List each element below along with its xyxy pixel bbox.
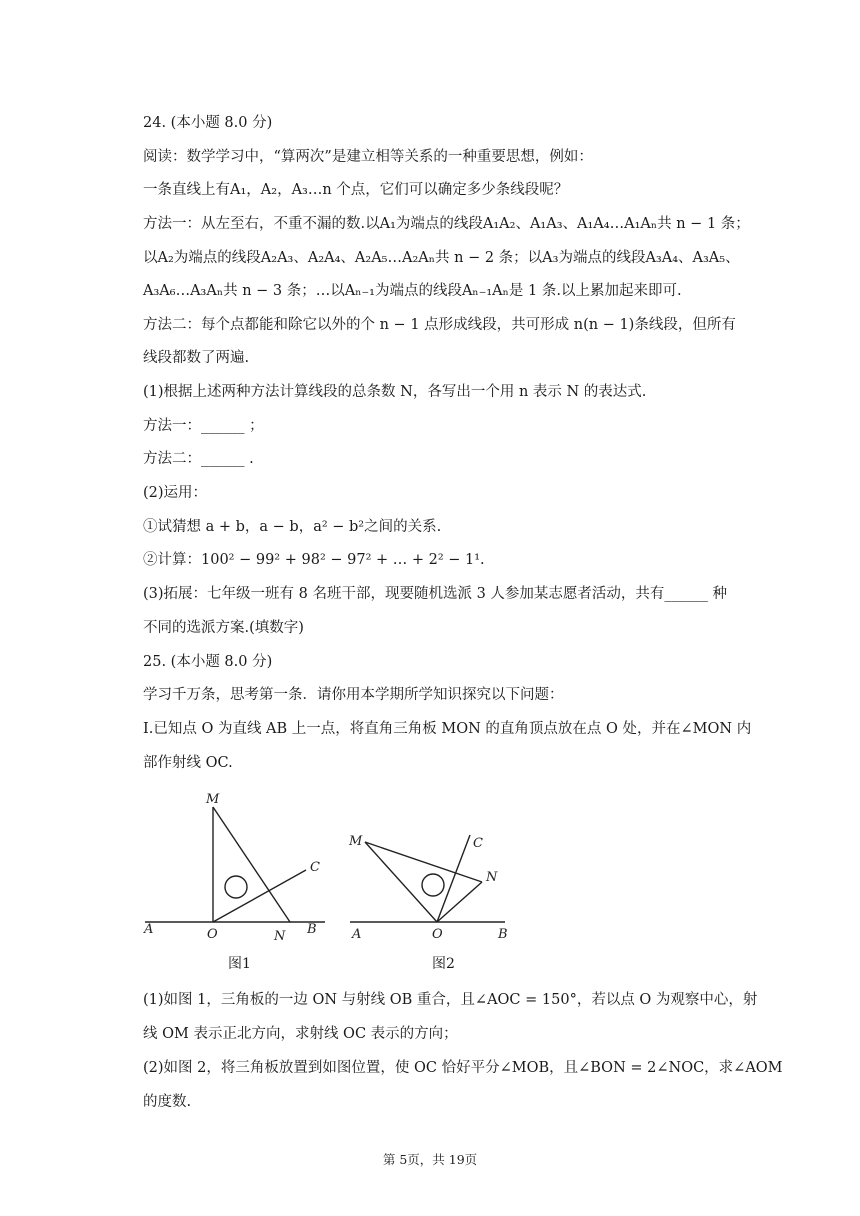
q24-line-4: 以A₂为端点的线段A₂A₃、A₂A₄、A₂A₅…A₂Aₙ共 n − 2 条；以A₃为端点的线段A₃A₄、A₃A₅、	[143, 250, 740, 266]
q24-line-5: A₃A₆…A₃Aₙ共 n − 3 条；…以Aₙ₋₁为端点的线段Aₙ₋₁Aₙ是 1 条.以上累加起来即可.	[143, 283, 682, 299]
q24-line-2: 一条直线上有A₁，A₂，A₃…n 个点，它们可以确定多少条线段呢？	[143, 182, 569, 198]
fig2-label-m: M	[349, 834, 363, 849]
q25-line-1: 学习千万条，思考第一条．请你用本学期所学知识探究以下问题：	[143, 687, 564, 703]
fig2-label-b: B	[498, 927, 508, 942]
q24-line-8: (1)根据上述两种方法计算线段的总条数 N，各写出一个用 n 表示 N 的表达式.	[143, 384, 647, 400]
q24-part2: (2)运用：	[143, 485, 208, 501]
figure-1	[140, 785, 330, 950]
q24-line-1: 阅读：数学学习中，“算两次”是建立相等关系的一种重要思想，例如：	[143, 149, 593, 165]
q25-line-3: 部作射线 OC.	[143, 755, 233, 771]
q25-part1: (1)如图 1，三角板的一边 ON 与射线 OB 重合，且∠AOC = 150°，若以点 O 为观察中心，射	[143, 992, 758, 1008]
q24-part2-1: ①试猜想 a + b，a − b，a² − b²之间的关系.	[143, 519, 442, 535]
fig1-label-n: N	[274, 929, 286, 944]
fig2-triangle-hole	[422, 874, 444, 896]
figure-1-caption: 图1	[228, 956, 251, 972]
fig2-label-a: A	[352, 927, 362, 942]
q24-line-6: 方法二：每个点都能和除它以外的个 n − 1 点形成线段，共可形成 n(n − 1)条线段，但所有	[143, 317, 736, 333]
q24-line-3: 方法一：从左至右，不重不漏的数.以A₁为端点的线段A₁A₂、A₁A₃、A₁A₄…A₁Aₙ共 n − 1 条；	[143, 216, 750, 232]
q24-line-7: 线段都数了两遍.	[143, 350, 250, 366]
figure-2-caption: 图2	[432, 956, 455, 972]
fig1-label-c: C	[310, 860, 320, 875]
q24-part3-cont: 不同的选派方案.(填数字)	[143, 620, 304, 636]
q24-method1: 方法一：______ ；	[143, 418, 264, 434]
q25-part1-cont: 线 OM 表示正北方向，求射线 OC 表示的方向；	[143, 1026, 458, 1042]
q25-header: 25. (本小题 8.0 分)	[143, 654, 273, 670]
q25-part2: (2)如图 2，将三角板放置到如图位置，使 OC 恰好平分∠MOB，且∠BON = 2∠NOC，求∠AOM	[143, 1060, 783, 1076]
figure-2	[340, 825, 520, 950]
fig1-hypotenuse-mn	[213, 807, 290, 922]
fig2-label-o: O	[432, 927, 443, 942]
fig1-ray-oc	[213, 870, 306, 922]
q24-method2: 方法二：______ .	[143, 451, 254, 467]
fig1-triangle-hole	[225, 876, 247, 898]
q25-part2-cont: 的度数.	[143, 1094, 192, 1110]
fig2-label-c: C	[473, 836, 483, 851]
fig2-label-n: N	[486, 870, 498, 885]
q24-part3: (3)拓展：七年级一班有 8 名班干部，现要随机选派 3 人参加某志愿者活动，共有______ 种	[143, 586, 728, 602]
fig1-label-a: A	[144, 922, 154, 937]
page-footer: 第 5页，共 19页	[382, 1152, 478, 1167]
q24-part2-2: ②计算：100² − 99² + 98² − 97² + … + 2² − 1¹.	[143, 552, 485, 568]
fig1-label-b: B	[307, 922, 317, 937]
q25-line-2: Ⅰ.已知点 O 为直线 AB 上一点，将直角三角板 MON 的直角顶点放在点 O 处，并在∠MON 内	[143, 721, 752, 737]
q24-header: 24. (本小题 8.0 分)	[143, 115, 273, 131]
fig1-label-o: O	[207, 927, 218, 942]
fig1-label-m: M	[206, 792, 220, 807]
